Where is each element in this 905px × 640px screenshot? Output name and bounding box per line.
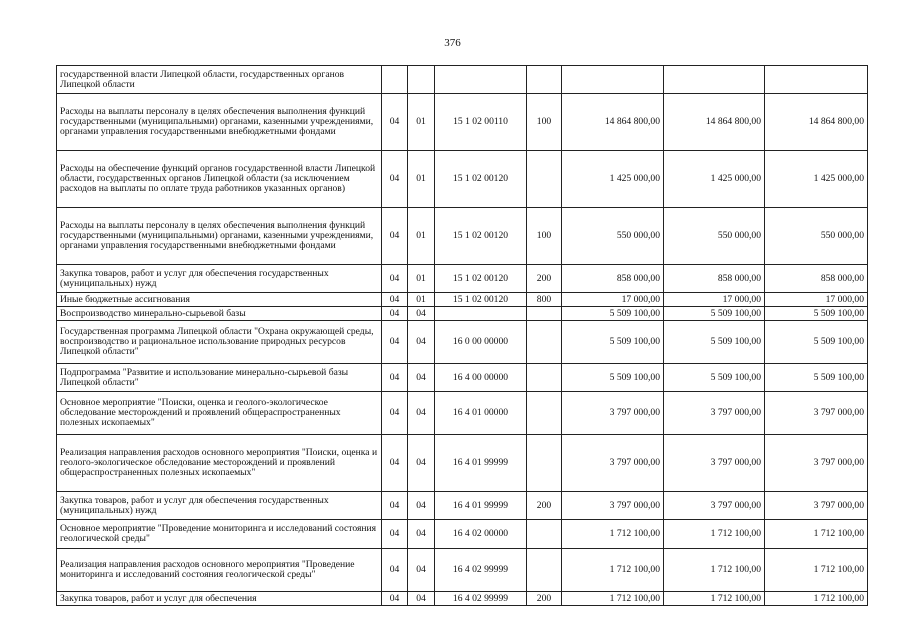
- amount-year2: 17 000,00: [664, 293, 765, 307]
- expense-type-code: [527, 392, 562, 435]
- section-code: 04: [382, 435, 408, 492]
- target-article-code: 16 4 01 99999: [435, 492, 527, 520]
- target-article-code: 16 4 00 00000: [435, 364, 527, 392]
- table-row: [57, 364, 868, 392]
- subsection-code: 04: [408, 307, 435, 321]
- amount-year3: 5 509 100,00: [765, 364, 868, 392]
- amount-year2: 1 712 100,00: [664, 549, 765, 592]
- amount-year3: 1 712 100,00: [765, 520, 868, 549]
- expense-type-code: 200: [527, 592, 562, 606]
- amount-year3: [765, 66, 868, 94]
- expense-type-code: [527, 151, 562, 208]
- row-name: Расходы на выплаты персоналу в целях обеспечения выполнения функций государственными (муниципальными) органами, казенными учреждениями, органами управления государственными внебюджетными фондами: [57, 208, 382, 265]
- amount-year3: 1 425 000,00: [765, 151, 868, 208]
- section-code: [382, 66, 408, 94]
- target-article-code: [435, 307, 527, 321]
- amount-year2: 5 509 100,00: [664, 321, 765, 364]
- amount-year1: 1 712 100,00: [562, 592, 664, 606]
- expense-type-code: [527, 307, 562, 321]
- expense-type-code: 800: [527, 293, 562, 307]
- target-article-code: 16 4 01 99999: [435, 435, 527, 492]
- expense-type-code: [527, 549, 562, 592]
- expense-type-code: 100: [527, 94, 562, 151]
- subsection-code: [408, 66, 435, 94]
- table-row: [57, 492, 868, 520]
- amount-year3: 14 864 800,00: [765, 94, 868, 151]
- amount-year2: 3 797 000,00: [664, 392, 765, 435]
- expense-type-code: 200: [527, 492, 562, 520]
- amount-year3: 5 509 100,00: [765, 321, 868, 364]
- row-name: Государственная программа Липецкой области "Охрана окружающей среды, воспроизводство и рациональное использование природных ресурсов Липецкой области": [57, 321, 382, 364]
- section-code: 04: [382, 520, 408, 549]
- table-row: [57, 592, 868, 606]
- section-code: 04: [382, 293, 408, 307]
- amount-year1: 858 000,00: [562, 265, 664, 293]
- row-name: Основное мероприятие "Поиски, оценка и геолого-экологическое обследование месторождений и проявлений общераспространенных полезных ископаемых": [57, 392, 382, 435]
- row-name: Расходы на обеспечение функций органов государственной власти Липецкой области, государственных органов Липецкой области (за исключением расходов на выплаты по оплате труда работников указанных органов): [57, 151, 382, 208]
- subsection-code: 01: [408, 293, 435, 307]
- row-name: Закупка товаров, работ и услуг для обеспечения: [57, 592, 382, 606]
- row-name: Иные бюджетные ассигнования: [57, 293, 382, 307]
- table-row: [57, 321, 868, 364]
- target-article-code: 16 4 01 00000: [435, 392, 527, 435]
- table-row: [57, 520, 868, 549]
- section-code: 04: [382, 307, 408, 321]
- amount-year2: 858 000,00: [664, 265, 765, 293]
- table-row: [57, 151, 868, 208]
- table-row: [57, 435, 868, 492]
- subsection-code: 04: [408, 392, 435, 435]
- row-name: Расходы на выплаты персоналу в целях обеспечения выполнения функций государственными (муниципальными) органами, казенными учреждениями, органами управления государственными внебюджетными фондами: [57, 94, 382, 151]
- row-name: Закупка товаров, работ и услуг для обеспечения государственных (муниципальных) нужд: [57, 492, 382, 520]
- amount-year1: [562, 66, 664, 94]
- amount-year2: 14 864 800,00: [664, 94, 765, 151]
- amount-year3: 1 712 100,00: [765, 549, 868, 592]
- expense-type-code: [527, 520, 562, 549]
- section-code: 04: [382, 265, 408, 293]
- target-article-code: 16 4 02 99999: [435, 549, 527, 592]
- amount-year3: 17 000,00: [765, 293, 868, 307]
- table-row: [57, 392, 868, 435]
- amount-year3: 858 000,00: [765, 265, 868, 293]
- subsection-code: 04: [408, 321, 435, 364]
- subsection-code: 04: [408, 435, 435, 492]
- target-article-code: [435, 66, 527, 94]
- target-article-code: 16 0 00 00000: [435, 321, 527, 364]
- section-code: 04: [382, 549, 408, 592]
- section-code: 04: [382, 592, 408, 606]
- amount-year2: [664, 66, 765, 94]
- subsection-code: 04: [408, 520, 435, 549]
- amount-year1: 5 509 100,00: [562, 321, 664, 364]
- section-code: 04: [382, 492, 408, 520]
- subsection-code: 04: [408, 492, 435, 520]
- row-name: государственной власти Липецкой области, государственных органов Липецкой области: [57, 66, 382, 94]
- subsection-code: 04: [408, 364, 435, 392]
- row-name: Реализация направления расходов основного мероприятия "Проведение мониторинга и исследований состояния геологической среды": [57, 549, 382, 592]
- amount-year2: 1 712 100,00: [664, 592, 765, 606]
- table-row: [57, 293, 868, 307]
- amount-year2: 550 000,00: [664, 208, 765, 265]
- expense-type-code: [527, 364, 562, 392]
- page-number: 376: [444, 37, 461, 49]
- subsection-code: 01: [408, 265, 435, 293]
- row-name: Основное мероприятие "Проведение мониторинга и исследований состояния геологической среды": [57, 520, 382, 549]
- amount-year3: 3 797 000,00: [765, 435, 868, 492]
- section-code: 04: [382, 321, 408, 364]
- amount-year1: 1 425 000,00: [562, 151, 664, 208]
- table-row: [57, 94, 868, 151]
- row-name: Реализация направления расходов основного мероприятия "Поиски, оценка и геолого-экологическое обследование месторождений и проявлений общераспространенных полезных ископаемых": [57, 435, 382, 492]
- target-article-code: 15 1 02 00120: [435, 208, 527, 265]
- subsection-code: 04: [408, 549, 435, 592]
- amount-year3: 5 509 100,00: [765, 307, 868, 321]
- amount-year3: 3 797 000,00: [765, 392, 868, 435]
- row-name: Подпрограмма "Развитие и использование минерально-сырьевой базы Липецкой области": [57, 364, 382, 392]
- expense-type-code: 200: [527, 265, 562, 293]
- budget-table: [56, 65, 868, 606]
- table-row: [57, 307, 868, 321]
- amount-year1: 5 509 100,00: [562, 307, 664, 321]
- amount-year1: 1 712 100,00: [562, 520, 664, 549]
- amount-year2: 5 509 100,00: [664, 364, 765, 392]
- target-article-code: 16 4 02 99999: [435, 592, 527, 606]
- amount-year1: 1 712 100,00: [562, 549, 664, 592]
- amount-year1: 5 509 100,00: [562, 364, 664, 392]
- row-name: Закупка товаров, работ и услуг для обеспечения государственных (муниципальных) нужд: [57, 265, 382, 293]
- section-code: 04: [382, 392, 408, 435]
- table-row: [57, 208, 868, 265]
- subsection-code: 01: [408, 208, 435, 265]
- amount-year1: 550 000,00: [562, 208, 664, 265]
- target-article-code: 15 1 02 00120: [435, 293, 527, 307]
- amount-year1: 17 000,00: [562, 293, 664, 307]
- expense-type-code: [527, 321, 562, 364]
- amount-year2: 1 712 100,00: [664, 520, 765, 549]
- table-row: [57, 265, 868, 293]
- target-article-code: 15 1 02 00120: [435, 151, 527, 208]
- subsection-code: 04: [408, 592, 435, 606]
- amount-year2: 3 797 000,00: [664, 492, 765, 520]
- section-code: 04: [382, 208, 408, 265]
- amount-year2: 5 509 100,00: [664, 307, 765, 321]
- section-code: 04: [382, 151, 408, 208]
- expense-type-code: [527, 435, 562, 492]
- amount-year1: 14 864 800,00: [562, 94, 664, 151]
- amount-year3: 1 712 100,00: [765, 592, 868, 606]
- amount-year3: 550 000,00: [765, 208, 868, 265]
- amount-year1: 3 797 000,00: [562, 392, 664, 435]
- amount-year3: 3 797 000,00: [765, 492, 868, 520]
- target-article-code: 16 4 02 00000: [435, 520, 527, 549]
- amount-year2: 1 425 000,00: [664, 151, 765, 208]
- table-row: [57, 66, 868, 94]
- subsection-code: 01: [408, 151, 435, 208]
- expense-type-code: 100: [527, 208, 562, 265]
- section-code: 04: [382, 94, 408, 151]
- expense-type-code: [527, 66, 562, 94]
- table-row: [57, 549, 868, 592]
- amount-year2: 3 797 000,00: [664, 435, 765, 492]
- amount-year1: 3 797 000,00: [562, 492, 664, 520]
- target-article-code: 15 1 02 00120: [435, 265, 527, 293]
- target-article-code: 15 1 02 00110: [435, 94, 527, 151]
- row-name: Воспроизводство минерально-сырьевой базы: [57, 307, 382, 321]
- section-code: 04: [382, 364, 408, 392]
- amount-year1: 3 797 000,00: [562, 435, 664, 492]
- subsection-code: 01: [408, 94, 435, 151]
